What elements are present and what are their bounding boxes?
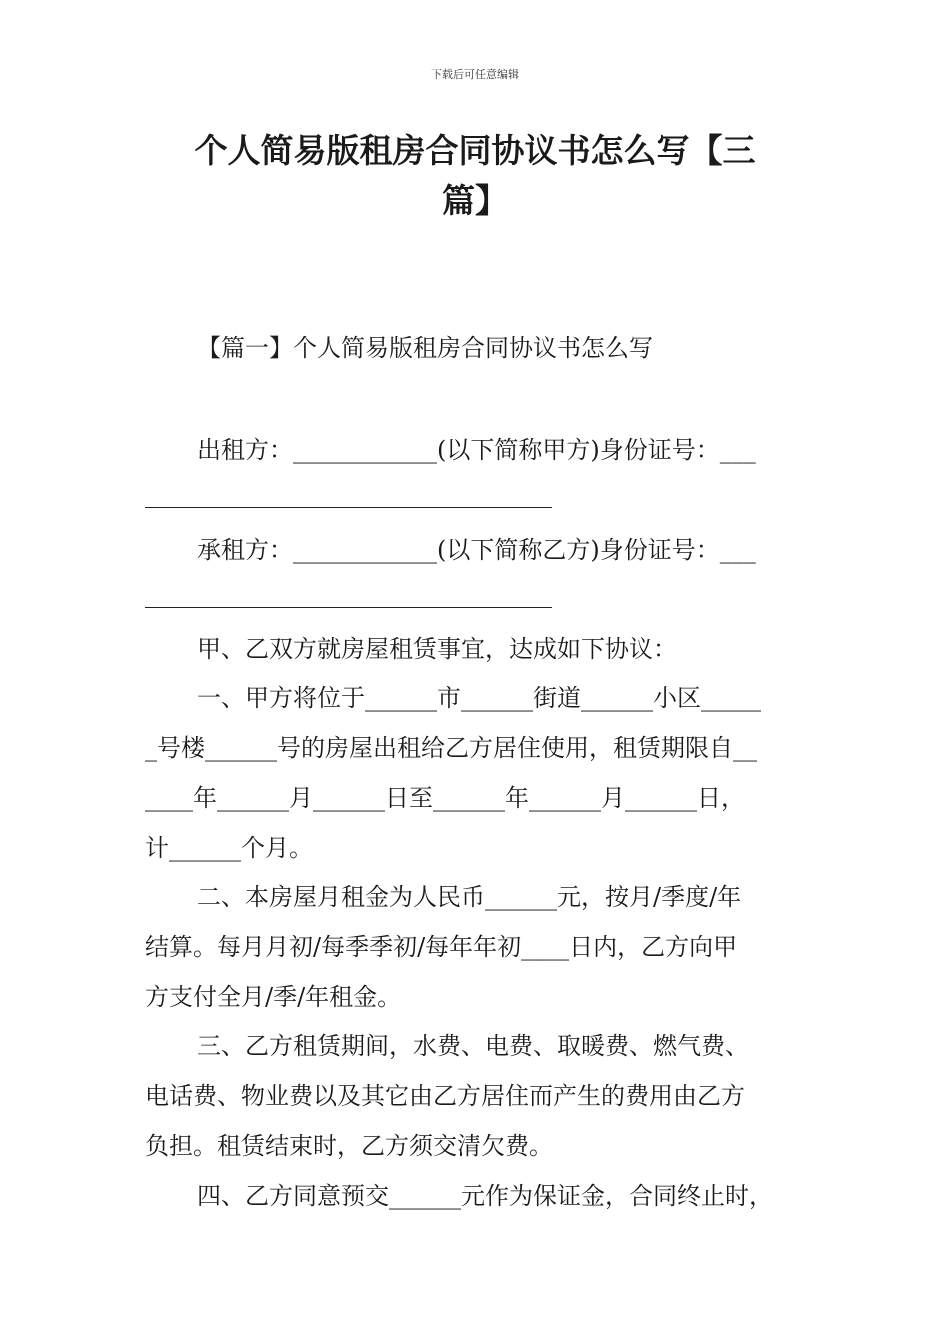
clause-1-line-2: _号楼______号的房屋出租给乙方居住使用，租赁期限自__ [145, 734, 757, 762]
agreement-intro: 甲、乙双方就房屋租赁事宜，达成如下协议： [197, 635, 677, 663]
lessee-id-blank-rule [145, 607, 552, 608]
clause-2-line-2: 结算。每月月初/每季季初/每年年初____日内，乙方向甲 [145, 933, 738, 961]
clause-2-line-3: 方支付全月/季/年租金。 [145, 983, 402, 1011]
section-heading: 【篇一】个人简易版租房合同协议书怎么写 [197, 334, 653, 362]
header-note: 下载后可任意编辑 [431, 68, 519, 81]
lessor-line: 出租方：____________(以下简称甲方)身份证号：___ [197, 436, 756, 464]
document-title-line-1: 个人简易版租房合同协议书怎么写【三 [194, 131, 756, 170]
lessee-line: 承租方：____________(以下简称乙方)身份证号：___ [197, 536, 756, 564]
clause-3-line-2: 电话费、物业费以及其它由乙方居住而产生的费用由乙方 [145, 1082, 745, 1110]
clause-3-line-3: 负担。租赁结束时，乙方须交清欠费。 [145, 1132, 553, 1160]
document-title-line-2: 篇】 [442, 181, 508, 220]
clause-4-line-1: 四、乙方同意预交______元作为保证金，合同终止时， [197, 1182, 773, 1210]
clause-1-line-3: ____年______月______日至______年______月______日， [145, 784, 745, 812]
clause-1-line-1: 一、甲方将位于______市______街道______小区_____ [197, 684, 761, 712]
lessor-id-blank-rule [145, 507, 552, 508]
clause-2-line-1: 二、本房屋月租金为人民币______元，按月/季度/年 [197, 883, 742, 911]
clause-3-line-1: 三、乙方租赁期间，水费、电费、取暖费、燃气费、 [197, 1032, 749, 1060]
clause-1-line-4: 计______个月。 [145, 834, 313, 862]
